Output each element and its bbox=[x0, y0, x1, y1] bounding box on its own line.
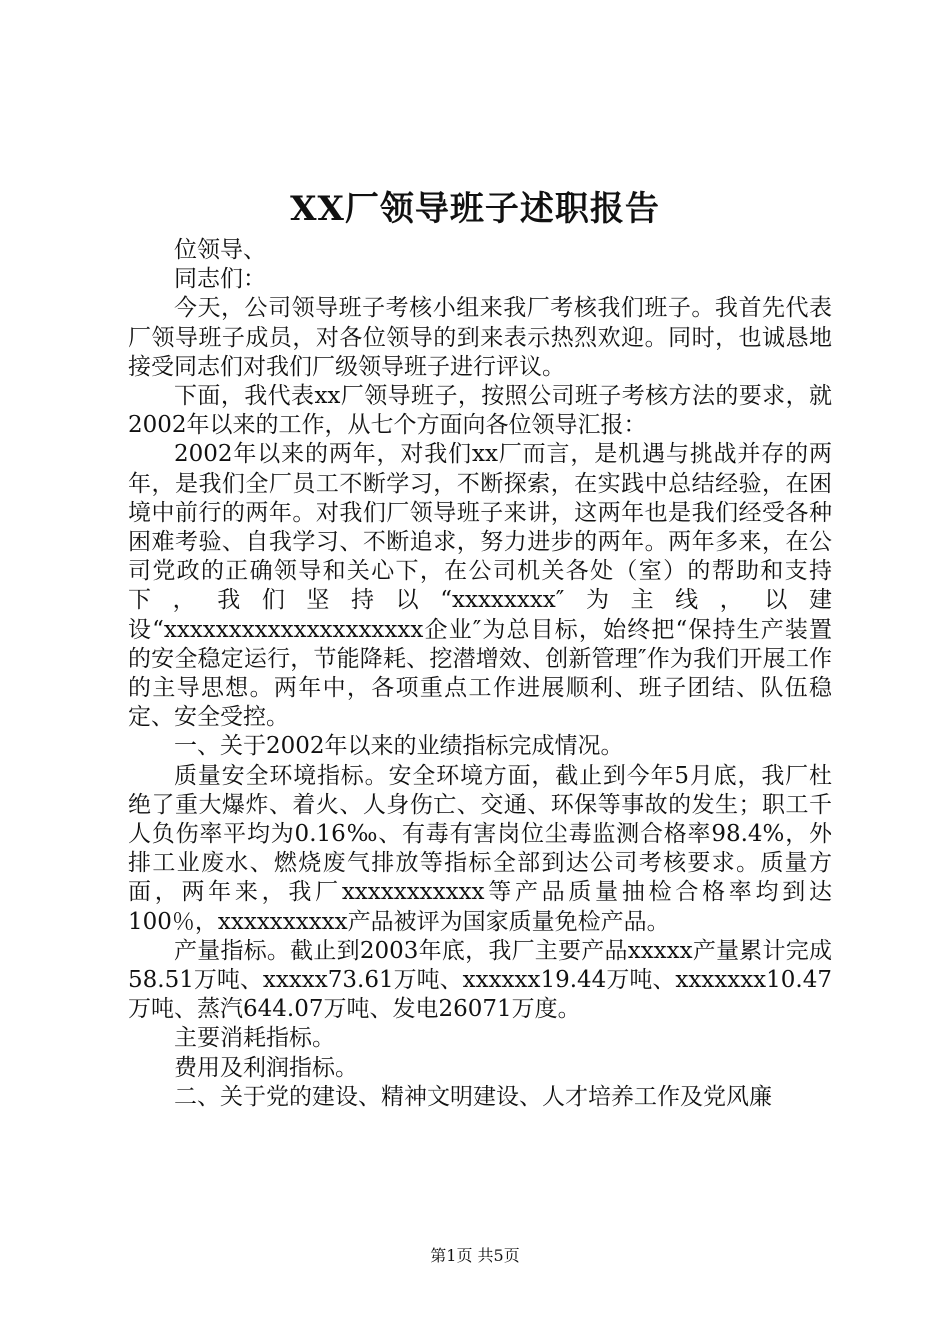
paragraph-cost-profit-indicators: 费用及利润指标。 bbox=[174, 1054, 358, 1081]
document-body bbox=[128, 236, 832, 1112]
section-heading-2: 二、关于党的建设、精神文明建设、人才培养工作及党风廉 bbox=[174, 1083, 772, 1110]
paragraph-report-outline: 下面，我代表xx厂领导班子，按照公司班子考核方法的要求，就2002年以来的工作，从七个方面向各位领导汇报： bbox=[128, 383, 832, 439]
document-title: XX厂领导班子述职报告 bbox=[290, 189, 660, 229]
salutation-comrades: 同志们： bbox=[174, 266, 266, 293]
section-heading-1: 一、关于2002年以来的业绩指标完成情况。 bbox=[174, 733, 624, 760]
paragraph-output-indicators: 产量指标。截止到2003年底，我厂主要产品xxxxx产量累计完成58.51万吨、xxxxx73.61万吨、xxxxxx19.44万吨、xxxxxxx10.47万吨、蒸汽644.07万吨、发电26071万度。 bbox=[128, 937, 832, 1023]
paragraph-two-years-overview: 2002年以来的两年，对我们xx厂而言，是机遇与挑战并存的两年，是我们全厂员工不断学习，不断探索，在实践中总结经验，在困境中前行的两年。对我们厂领导班子来讲，这两年也是我们经受各种困难考验、自我学习、不断追求，努力进步的两年。两年多来，在公司党政的正确领导和关心下，在公司机关各处（室）的帮助和支持下，我们坚持以“xxxxxxxx″为主线，以建设“xxxxxxxxxxxxxxxxxxxx企业″为总目标，始终把“保持生产装置的安全稳定运行，节能降耗、挖潜增效、创新管理″作为我们开展工作的主导思想。两年中，各项重点工作进展顺利、班子团结、队伍稳定、安全受控。 bbox=[128, 441, 832, 731]
page-number: 第1页 共5页 bbox=[430, 1246, 520, 1265]
paragraph-quality-safety: 质量安全环境指标。安全环境方面，截止到今年5月底，我厂杜绝了重大爆炸、着火、人身伤亡、交通、环保等事故的发生；职工千人负伤率平均为0.16‰、有毒有害岗位尘毒监测合格率98.4%，外排工业废水、燃烧废气排放等指标全部到达公司考核要求。质量方面，两年来，我厂xxxxxxxxxxx等产品质量抽检合格率均到达100％，xxxxxxxxxx产品被评为国家质量免检产品。 bbox=[128, 762, 832, 935]
salutation-leaders: 位领导、 bbox=[174, 237, 266, 263]
paragraph-intro: 今天，公司领导班子考核小组来我厂考核我们班子。我首先代表厂领导班子成员，对各位领导的到来表示热烈欢迎。同时，也诚恳地接受同志们对我们厂级领导班子进行评议。 bbox=[128, 295, 832, 380]
paragraph-consumption-indicators: 主要消耗指标。 bbox=[174, 1025, 335, 1052]
